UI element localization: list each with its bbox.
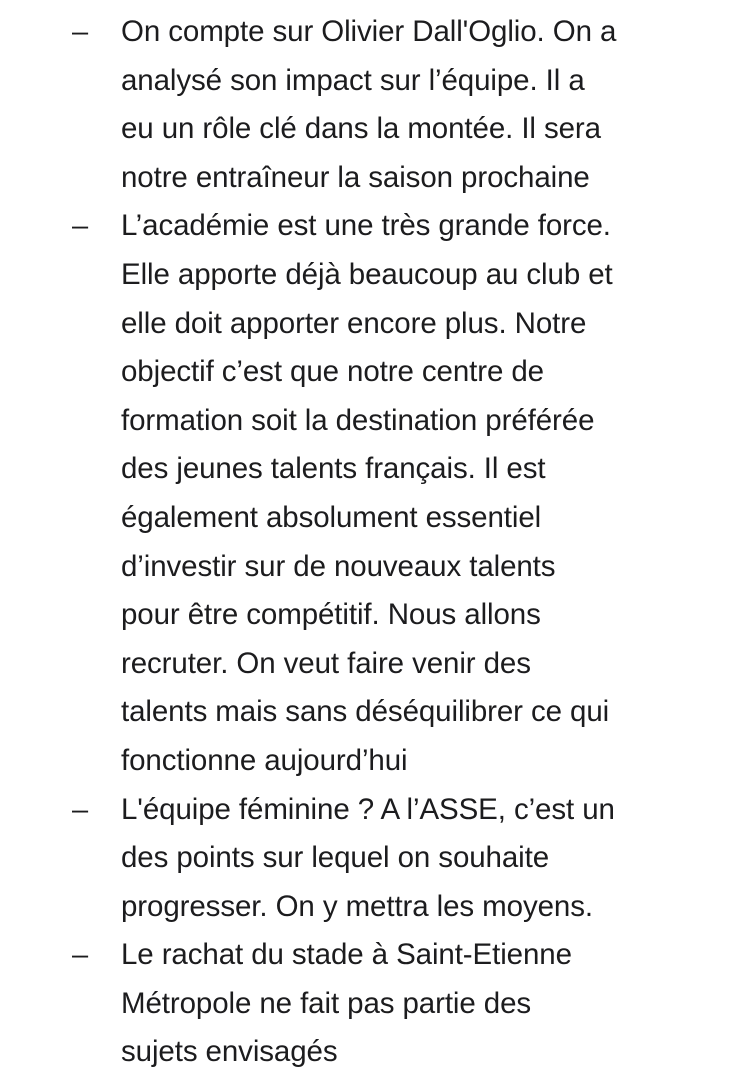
text-line: notre entraîneur la saison prochaine — [121, 160, 590, 194]
text-line: recruter. On veut faire venir des — [121, 646, 531, 680]
text-line: formation soit la destination préférée — [121, 403, 595, 437]
text-line: également absolument essentiel — [121, 500, 542, 534]
text-line: Elle apporte déjà beaucoup au club et — [121, 257, 613, 291]
text-line: talents mais sans déséquilibrer ce qui — [121, 695, 610, 729]
text-line: L'équipe féminine ? A l’ASSE, c’est un — [121, 792, 615, 826]
list-item-women-team — [0, 786, 750, 932]
text-line: Métropole ne fait pas partie des — [121, 986, 532, 1020]
text-line: On compte sur Olivier Dall'Oglio. On a — [121, 15, 617, 48]
list-item-coach — [0, 8, 750, 202]
text-line: L’académie est une très grande force. — [121, 209, 611, 243]
text-line: d’investir sur de nouveaux talents — [121, 549, 556, 583]
dash-bullet-icon: – — [72, 16, 89, 48]
text-line: sujets envisagés — [121, 1035, 338, 1069]
text-line: objectif c’est que notre centre de — [121, 355, 544, 389]
text-line: des points sur lequel on souhaite — [121, 841, 550, 875]
text-line: analysé son impact sur l’équipe. Il a — [121, 63, 585, 97]
text-line: elle doit apporter encore plus. Notre — [121, 306, 587, 340]
dash-bullet-icon: – — [72, 939, 89, 972]
text-line: pour être compétitif. Nous allons — [121, 598, 541, 632]
list-item-text — [121, 931, 710, 1077]
list-item-text — [121, 202, 710, 785]
list-item-academy — [0, 202, 750, 785]
list-item-stadium — [0, 931, 750, 1077]
text-line: des jeunes talents français. Il est — [121, 452, 546, 486]
list-item-text — [121, 786, 710, 932]
dash-bullet-icon: – — [72, 210, 89, 243]
document-bullet-list — [0, 8, 750, 1077]
text-line: eu un rôle clé dans la montée. Il sera — [121, 112, 601, 146]
dash-bullet-icon: – — [72, 793, 89, 826]
text-line: fonctionne aujourd’hui — [121, 743, 408, 777]
text-line: progresser. On y mettra les moyens. — [121, 889, 593, 923]
list-item-text — [121, 8, 710, 202]
text-line: Le rachat du stade à Saint-Etienne — [121, 938, 572, 972]
